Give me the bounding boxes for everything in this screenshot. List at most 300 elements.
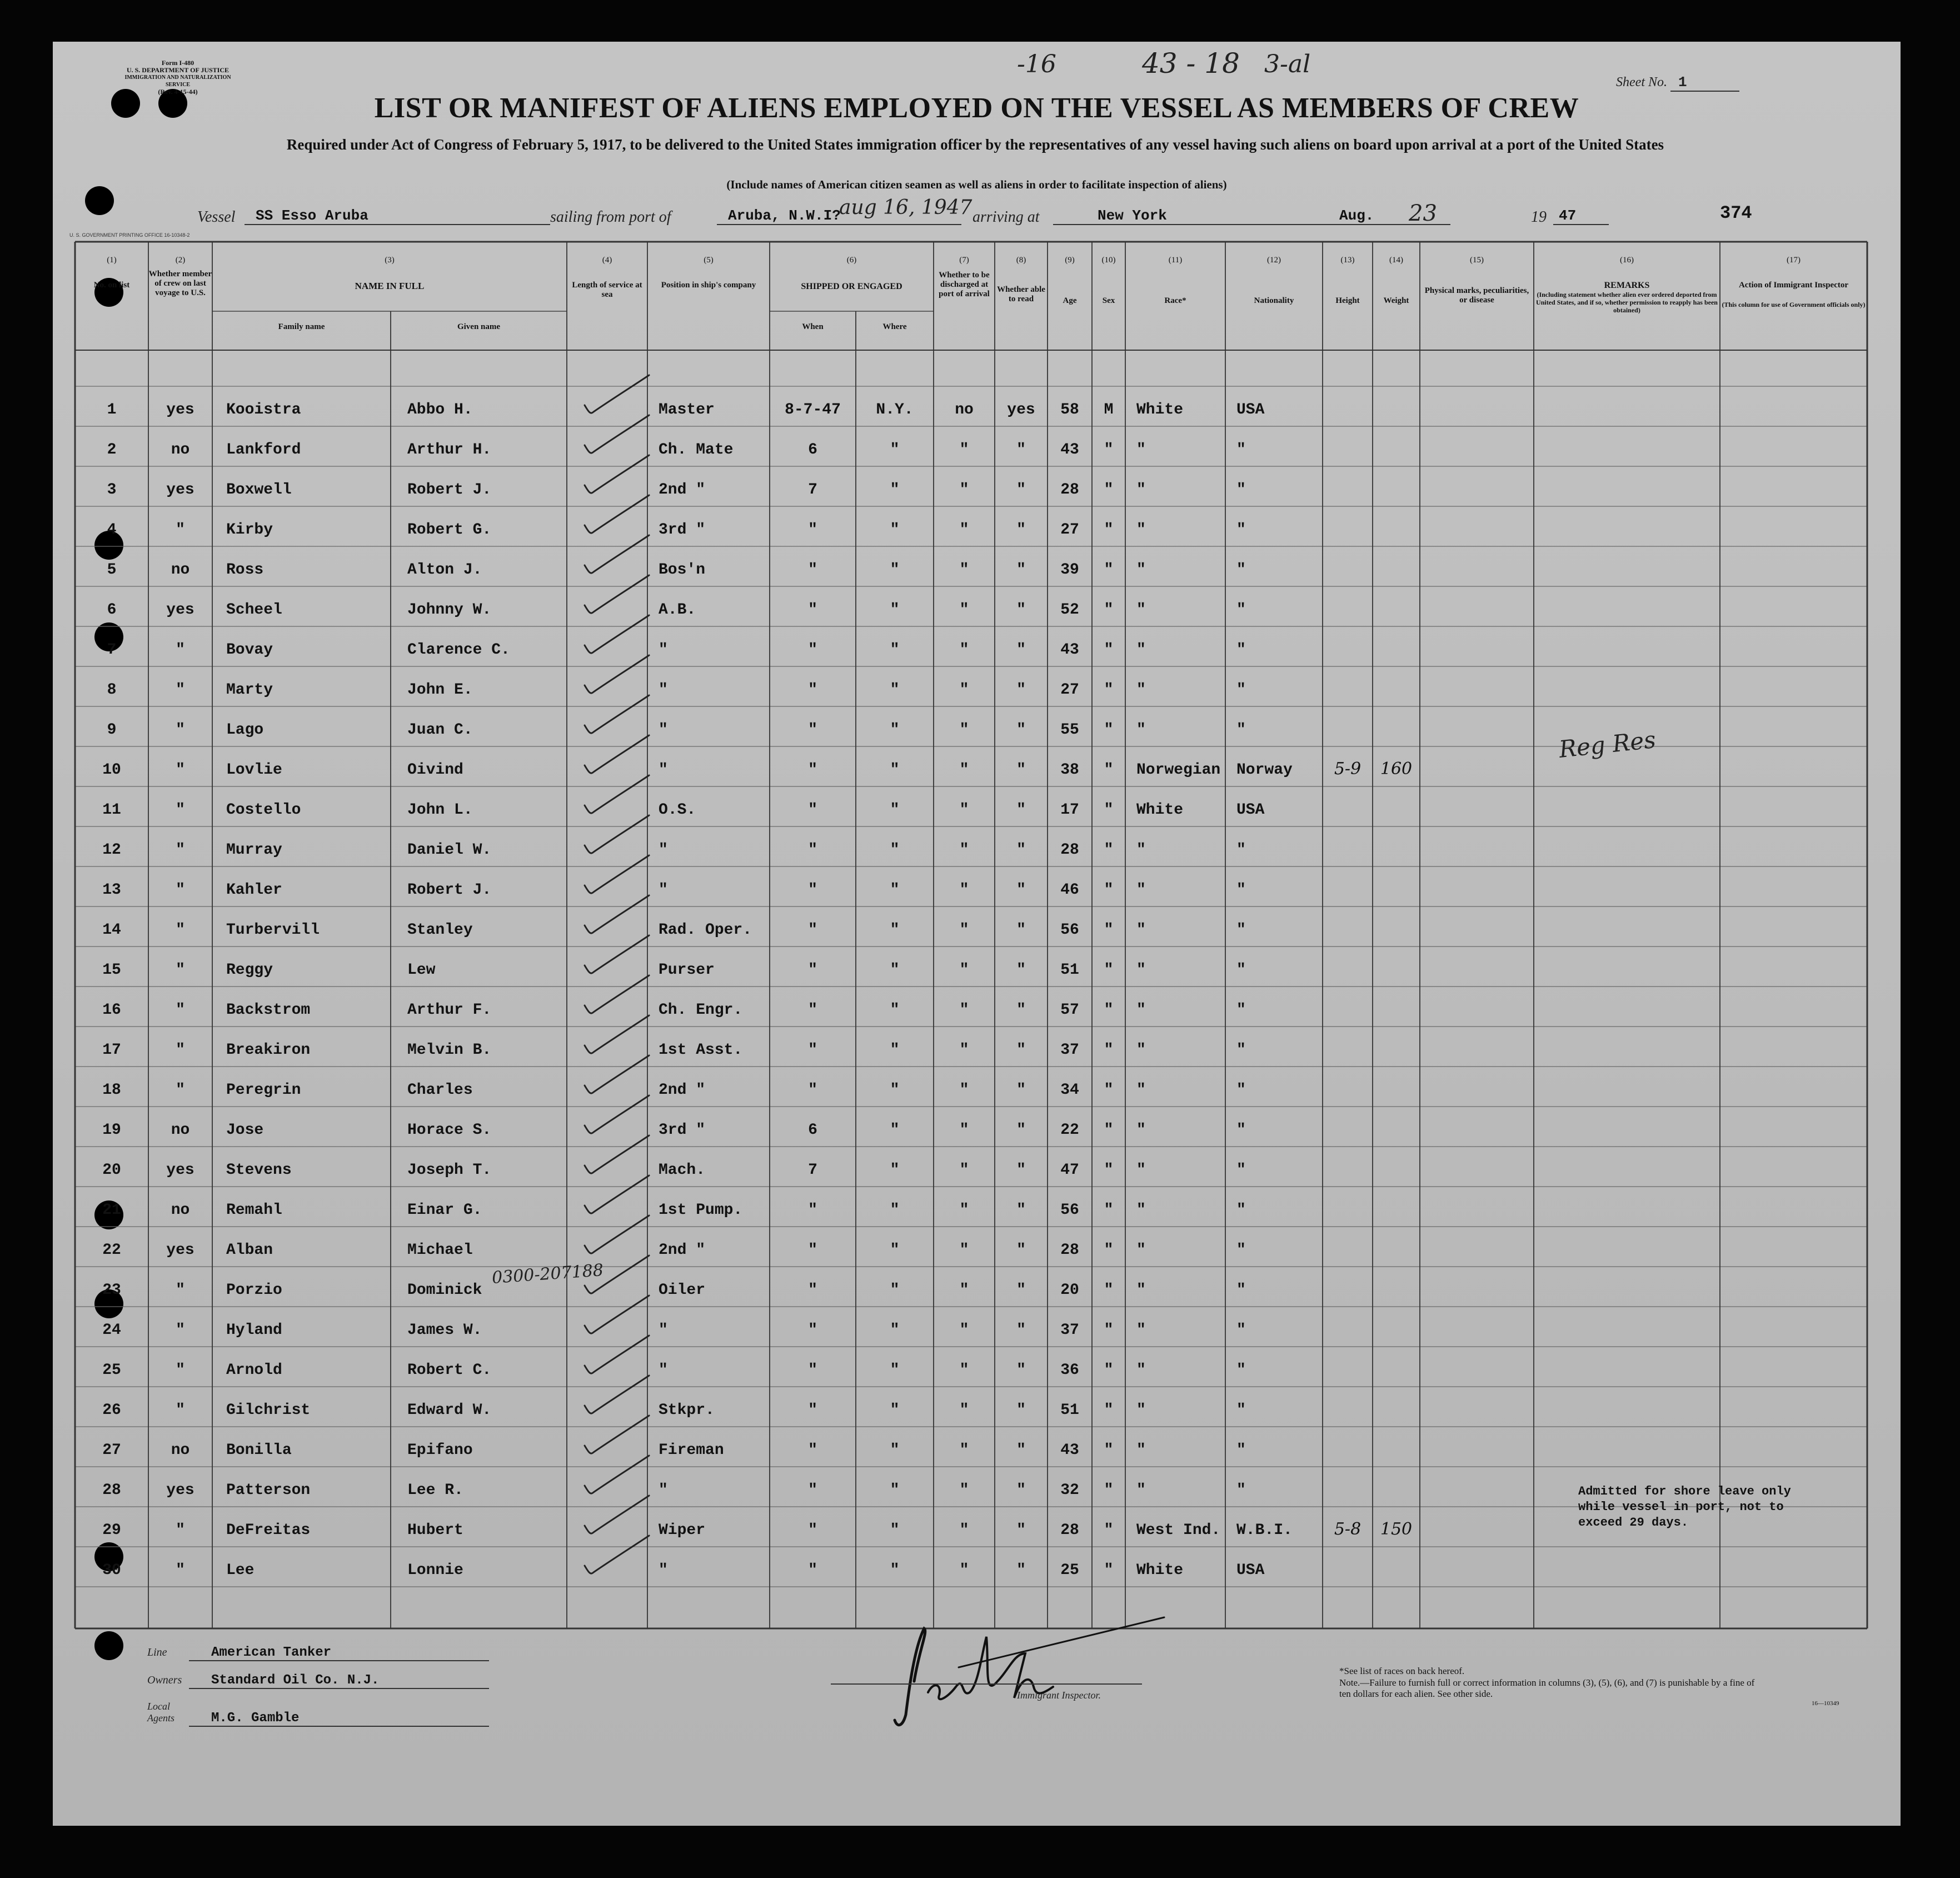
cell-read: "	[1016, 761, 1026, 779]
cell-family: Arnold	[226, 1362, 282, 1379]
cell-disch: "	[959, 1002, 969, 1019]
cell-where: "	[890, 481, 900, 499]
cell-race: "	[1136, 1162, 1146, 1179]
cell-when: "	[808, 1482, 817, 1499]
cell-disch: "	[959, 521, 969, 539]
cell-disch: "	[959, 1202, 969, 1219]
penalty-note	[1339, 1677, 1767, 1700]
cell-when: 7	[808, 1162, 817, 1179]
page-subtitle: Required under Act of Congress of February 5, 1917, to be delivered to the United States immigration officer by the representatives of any vessel having such aliens on board upon arrival at a port of the United States	[286, 136, 1664, 153]
cell-disch: "	[959, 1122, 969, 1139]
vessel-label: Vessel	[197, 208, 236, 226]
cell-no: 4	[107, 521, 117, 539]
cell-no: 8	[107, 681, 117, 699]
cell-sex: "	[1104, 962, 1114, 979]
cell-when: "	[808, 1082, 817, 1099]
cell-read: "	[1016, 1362, 1026, 1379]
header-physical-marks: Physical marks, peculiarities, or disease	[1424, 286, 1529, 305]
cell-read: "	[1016, 681, 1026, 699]
cell-sex: "	[1104, 1522, 1114, 1539]
cell-nat: "	[1236, 962, 1246, 979]
inspector-signature	[831, 1615, 1175, 1742]
cell-member: yes	[166, 1242, 194, 1259]
cell-family: Ross	[226, 561, 264, 579]
cell-disch: no	[955, 401, 974, 419]
cell-given: Lee R.	[407, 1482, 463, 1499]
cell-given: Arthur F.	[407, 1002, 492, 1019]
footer-line	[147, 1645, 489, 1661]
cell-where: "	[890, 1122, 900, 1139]
cell-given: Epifano	[407, 1442, 473, 1459]
cell-when: "	[808, 881, 817, 899]
cell-sex: "	[1104, 761, 1114, 779]
cell-sex: "	[1104, 1242, 1114, 1259]
form-code: 16—10349	[1812, 1700, 1839, 1707]
header-remarks-detail: (Including statement whether alien ever ordered deported from United States, and if so, whether permission to reapply has been obtained)	[1536, 291, 1718, 314]
cell-disch: "	[959, 1282, 969, 1299]
cell-disch: "	[959, 1562, 969, 1579]
cell-nat: "	[1236, 1002, 1246, 1019]
cell-position: 3rd "	[659, 1122, 706, 1139]
form-number: Form I-480	[161, 59, 194, 67]
cell-no: 29	[102, 1522, 121, 1539]
cell-age: 43	[1060, 1442, 1079, 1459]
column-number: (15)	[1470, 256, 1484, 265]
cell-member: "	[176, 921, 185, 939]
cell-age: 39	[1060, 561, 1079, 579]
agents-value: M.G. Gamble	[189, 1711, 489, 1727]
cell-family: Kahler	[226, 881, 282, 899]
cell-no: 14	[102, 921, 121, 939]
cell-no: 24	[102, 1322, 121, 1339]
sheet-number-label: Sheet No.	[1616, 75, 1667, 89]
cell-age: 34	[1060, 1082, 1079, 1099]
cell-nat: "	[1236, 1402, 1246, 1419]
handwritten-mark-c: 3-al	[1264, 50, 1311, 78]
cell-given: Melvin B.	[407, 1042, 492, 1059]
cell-read: "	[1016, 721, 1026, 739]
cell-family: Bovay	[226, 641, 273, 659]
cell-disch: "	[959, 1442, 969, 1459]
header-no-on-list: No. on list	[93, 281, 130, 290]
cell-disch: "	[959, 1482, 969, 1499]
cell-nat: "	[1236, 561, 1246, 579]
cell-disch: "	[959, 921, 969, 939]
cell-position: Stkpr.	[659, 1402, 715, 1419]
table-row	[53, 1067, 1901, 1107]
cell-given: Clarence C.	[407, 641, 510, 659]
cell-where: "	[890, 1522, 900, 1539]
cell-where: "	[890, 1562, 900, 1579]
cell-nat: "	[1236, 881, 1246, 899]
table-row	[53, 786, 1901, 826]
cell-position: "	[659, 681, 668, 699]
cell-read: "	[1016, 1242, 1026, 1259]
table-row	[53, 987, 1901, 1027]
cell-race: "	[1136, 681, 1146, 699]
cell-member: no	[171, 561, 190, 579]
arriving-label: arriving at	[972, 208, 1040, 226]
cell-family: Lankford	[226, 441, 301, 459]
cell-family: Gilchrist	[226, 1402, 311, 1419]
cell-read: "	[1016, 1202, 1026, 1219]
cell-sex: "	[1104, 601, 1114, 619]
column-number: (10)	[1101, 256, 1116, 265]
cell-where: "	[890, 1242, 900, 1259]
cell-where: "	[890, 521, 900, 539]
cell-where: "	[890, 921, 900, 939]
header-remarks: REMARKS	[1604, 281, 1650, 290]
cell-disch: "	[959, 761, 969, 779]
header-length-of-service: Length of service at sea	[572, 281, 642, 299]
cell-family: Porzio	[226, 1282, 282, 1299]
year-prefix: 19	[1531, 208, 1547, 226]
cell-where: "	[890, 681, 900, 699]
cell-height: 5-9	[1334, 759, 1361, 779]
cell-race: "	[1136, 1402, 1146, 1419]
cell-where: "	[890, 1202, 900, 1219]
cell-read: "	[1016, 1282, 1026, 1299]
cell-nat: "	[1236, 1082, 1246, 1099]
cell-given: Lonnie	[407, 1562, 463, 1579]
header-action-detail: (This column for use of Government officials only)	[1722, 301, 1866, 308]
cell-position: Purser	[659, 962, 715, 979]
cell-age: 28	[1060, 841, 1079, 859]
cell-when: "	[808, 801, 817, 819]
cell-position: "	[659, 1482, 668, 1499]
cell-age: 46	[1060, 881, 1079, 899]
cell-family: Stevens	[226, 1162, 292, 1179]
cell-disch: "	[959, 962, 969, 979]
cell-nat: USA	[1236, 1562, 1265, 1579]
header-discharged: Whether to be discharged at port of arrival	[939, 271, 990, 298]
punch-hole	[94, 1631, 123, 1660]
table-row	[53, 426, 1901, 466]
cell-member: no	[171, 1442, 190, 1459]
header-height: Height	[1335, 296, 1360, 305]
footer-owners	[147, 1673, 489, 1689]
cell-race: "	[1136, 1202, 1146, 1219]
cell-age: 36	[1060, 1362, 1079, 1379]
cell-family: Backstrom	[226, 1002, 311, 1019]
cell-nat: "	[1236, 1122, 1246, 1139]
cell-when: 7	[808, 481, 817, 499]
cell-given: Einar G.	[407, 1202, 482, 1219]
cell-sex: "	[1104, 1322, 1114, 1339]
cell-age: 56	[1060, 1202, 1079, 1219]
header-race: Race*	[1164, 296, 1186, 305]
cell-position: Bos'n	[659, 561, 706, 579]
cell-where: "	[890, 1442, 900, 1459]
cell-family: Bonilla	[226, 1442, 292, 1459]
cell-no: 7	[107, 641, 117, 659]
cell-race: "	[1136, 962, 1146, 979]
cell-member: "	[176, 841, 185, 859]
cell-no: 9	[107, 721, 117, 739]
table-row	[53, 586, 1901, 626]
cell-age: 28	[1060, 481, 1079, 499]
cell-disch: "	[959, 841, 969, 859]
cell-disch: "	[959, 641, 969, 659]
table-row	[53, 666, 1901, 706]
cell-member: yes	[166, 1162, 194, 1179]
header-nationality: Nationality	[1254, 296, 1294, 305]
table-row	[53, 826, 1901, 866]
cell-where: "	[890, 561, 900, 579]
cell-age: 32	[1060, 1482, 1079, 1499]
cell-when: "	[808, 681, 817, 699]
cell-family: Lago	[226, 721, 264, 739]
cell-sex: "	[1104, 521, 1114, 539]
cell-read: "	[1016, 521, 1026, 539]
cell-read: "	[1016, 601, 1026, 619]
cell-no: 19	[102, 1122, 121, 1139]
cell-given: Alton J.	[407, 561, 482, 579]
cell-member: "	[176, 881, 185, 899]
cell-when: "	[808, 1202, 817, 1219]
cell-member: "	[176, 521, 185, 539]
arrival-month: Aug.	[1278, 207, 1450, 225]
cell-member: yes	[166, 1482, 194, 1499]
cell-given: Abbo H.	[407, 401, 473, 419]
cell-weight: 160	[1380, 759, 1413, 779]
cell-given: Charles	[407, 1082, 473, 1099]
cell-race: "	[1136, 841, 1146, 859]
cell-no: 2	[107, 441, 117, 459]
cell-family: Lee	[226, 1562, 255, 1579]
cell-sex: "	[1104, 1082, 1114, 1099]
cell-when: "	[808, 1562, 817, 1579]
cell-age: 27	[1060, 521, 1079, 539]
races-note: *See list of races on back hereof.	[1339, 1666, 1465, 1676]
cell-where: "	[890, 962, 900, 979]
cell-sex: "	[1104, 1202, 1114, 1219]
cell-no: 18	[102, 1082, 121, 1099]
header-position: Position in ship's company	[661, 281, 756, 290]
cell-age: 43	[1060, 641, 1079, 659]
cell-disch: "	[959, 1082, 969, 1099]
cell-family: Peregrin	[226, 1082, 301, 1099]
cell-sex: "	[1104, 1362, 1114, 1379]
cell-race: White	[1136, 401, 1184, 419]
cell-read: "	[1016, 881, 1026, 899]
cell-race: "	[1136, 1242, 1146, 1259]
cell-where: "	[890, 1402, 900, 1419]
cell-given: Dominick	[407, 1282, 482, 1299]
cell-position: "	[659, 641, 668, 659]
cell-where: "	[890, 1482, 900, 1499]
cell-read: "	[1016, 1402, 1026, 1419]
cell-where: "	[890, 641, 900, 659]
sheet-number	[1616, 74, 1739, 92]
cell-family: Patterson	[226, 1482, 311, 1499]
cell-given: Horace S.	[407, 1122, 492, 1139]
vessel-info-row	[197, 196, 1864, 231]
line-label: Line	[147, 1646, 167, 1658]
cell-race: "	[1136, 1042, 1146, 1059]
cell-member: yes	[166, 481, 194, 499]
handwritten-remark-lovlie: Reg Res	[1557, 726, 1657, 763]
cell-member: "	[176, 1082, 185, 1099]
cell-nat: "	[1236, 1282, 1246, 1299]
page-subnote: (Include names of American citizen seamen as well as aliens in order to facilitate inspection of aliens)	[726, 178, 1227, 191]
cell-position: A.B.	[659, 601, 696, 619]
cell-position: "	[659, 1322, 668, 1339]
cell-nat: "	[1236, 1162, 1246, 1179]
cell-member: "	[176, 721, 185, 739]
cell-sex: "	[1104, 921, 1114, 939]
cell-given: Michael	[407, 1242, 473, 1259]
cell-member: "	[176, 1002, 185, 1019]
cell-given: Arthur H.	[407, 441, 492, 459]
table-row	[53, 466, 1901, 506]
cell-age: 38	[1060, 761, 1079, 779]
agents-label: Local Agents	[147, 1701, 174, 1723]
cell-position: 1st Pump.	[659, 1202, 743, 1219]
departure-port: Aruba, N.W.I?	[717, 207, 961, 225]
header-where: Where	[882, 322, 907, 331]
table-row	[53, 506, 1901, 546]
cell-sex: "	[1104, 1402, 1114, 1419]
table-row	[53, 546, 1901, 586]
cell-race: Norwegian	[1136, 761, 1221, 779]
cell-read: "	[1016, 1322, 1026, 1339]
cell-when: "	[808, 962, 817, 979]
line-value: American Tanker	[189, 1645, 489, 1661]
cell-disch: "	[959, 561, 969, 579]
cell-given: John E.	[407, 681, 473, 699]
cell-position: "	[659, 721, 668, 739]
cell-no: 28	[102, 1482, 121, 1499]
footer-agents	[147, 1701, 489, 1727]
header-family-name: Family name	[278, 322, 325, 331]
cell-when: "	[808, 761, 817, 779]
cell-race: White	[1136, 801, 1184, 819]
handwritten-mark-a: -16	[1017, 50, 1056, 78]
sailing-label: sailing from port of	[550, 208, 671, 226]
cell-weight: 150	[1380, 1520, 1413, 1539]
cell-disch: "	[959, 1322, 969, 1339]
cell-disch: "	[959, 881, 969, 899]
cell-sex: "	[1104, 1282, 1114, 1299]
cell-nat: "	[1236, 481, 1246, 499]
cell-member: "	[176, 962, 185, 979]
cell-family: Breakiron	[226, 1042, 311, 1059]
cell-given: Joseph T.	[407, 1162, 492, 1179]
cell-nat: "	[1236, 1362, 1246, 1379]
cell-sex: "	[1104, 881, 1114, 899]
cell-when: "	[808, 721, 817, 739]
cell-where: "	[890, 601, 900, 619]
cell-nat: "	[1236, 441, 1246, 459]
cell-race: "	[1136, 1482, 1146, 1499]
cell-family: Reggy	[226, 962, 273, 979]
cell-member: "	[176, 641, 185, 659]
cell-family: Alban	[226, 1242, 273, 1259]
cell-when: 6	[808, 1122, 817, 1139]
cell-where: "	[890, 441, 900, 459]
table-row	[53, 1187, 1901, 1227]
cell-when: "	[808, 841, 817, 859]
cell-no: 21	[102, 1202, 121, 1219]
cell-race: "	[1136, 481, 1146, 499]
cell-race: "	[1136, 1322, 1146, 1339]
cell-age: 56	[1060, 921, 1079, 939]
cell-given: Robert J.	[407, 481, 492, 499]
cell-member: yes	[166, 401, 194, 419]
cell-where: "	[890, 841, 900, 859]
manifest-sheet	[53, 42, 1901, 1826]
column-number: (7)	[959, 256, 969, 265]
cell-when: "	[808, 641, 817, 659]
cell-given: James W.	[407, 1322, 482, 1339]
cell-no: 17	[102, 1042, 121, 1059]
cell-when: 6	[808, 441, 817, 459]
cell-no: 20	[102, 1162, 121, 1179]
cell-family: Costello	[226, 801, 301, 819]
owners-label: Owners	[147, 1674, 182, 1686]
cell-disch: "	[959, 1402, 969, 1419]
cell-no: 23	[102, 1282, 121, 1299]
cell-position: "	[659, 841, 668, 859]
cell-no: 1	[107, 401, 117, 419]
cell-age: 37	[1060, 1322, 1079, 1339]
department: U. S. DEPARTMENT OF JUSTICE	[126, 66, 230, 74]
cell-position: Fireman	[659, 1442, 724, 1459]
cell-no: 25	[102, 1362, 121, 1379]
sheet-number-value: 1	[1670, 74, 1739, 92]
cell-when: "	[808, 521, 817, 539]
cell-disch: "	[959, 801, 969, 819]
owners-value: Standard Oil Co. N.J.	[189, 1673, 489, 1689]
cell-family: Lovlie	[226, 761, 282, 779]
cell-where: "	[890, 1002, 900, 1019]
column-number: (3)	[385, 256, 395, 265]
cell-age: 17	[1060, 801, 1079, 819]
cell-position: "	[659, 881, 668, 899]
cell-disch: "	[959, 1162, 969, 1179]
cell-given: Lew	[407, 962, 436, 979]
cell-when: "	[808, 1362, 817, 1379]
cell-sex: "	[1104, 1482, 1114, 1499]
cell-no: 15	[102, 962, 121, 979]
cell-nat: "	[1236, 641, 1246, 659]
header-when: When	[802, 322, 824, 331]
cell-when: "	[808, 1042, 817, 1059]
cell-age: 27	[1060, 681, 1079, 699]
cell-where: "	[890, 1042, 900, 1059]
inspector-label: Immigrant Inspector.	[1017, 1690, 1101, 1701]
cell-age: 20	[1060, 1282, 1079, 1299]
cell-read: "	[1016, 841, 1026, 859]
cell-nat: "	[1236, 841, 1246, 859]
cell-position: Ch. Engr.	[659, 1002, 743, 1019]
cell-age: 51	[1060, 1402, 1079, 1419]
cell-given: Robert C.	[407, 1362, 492, 1379]
cell-position: "	[659, 1562, 668, 1579]
cell-when: "	[808, 1442, 817, 1459]
note-text: —Failure to furnish full or correct information in columns (3), (5), (6), and (7) is punishable by a fine of ten dollars for each alien. See other side.	[1339, 1677, 1755, 1699]
cell-when: "	[808, 1522, 817, 1539]
cell-position: 3rd "	[659, 521, 706, 539]
cell-nat: "	[1236, 521, 1246, 539]
cell-member: "	[176, 1522, 185, 1539]
cell-member: "	[176, 761, 185, 779]
cell-nat: "	[1236, 921, 1246, 939]
cell-sex: "	[1104, 441, 1114, 459]
cell-nat: Norway	[1236, 761, 1293, 779]
header-weight: Weight	[1383, 296, 1409, 305]
